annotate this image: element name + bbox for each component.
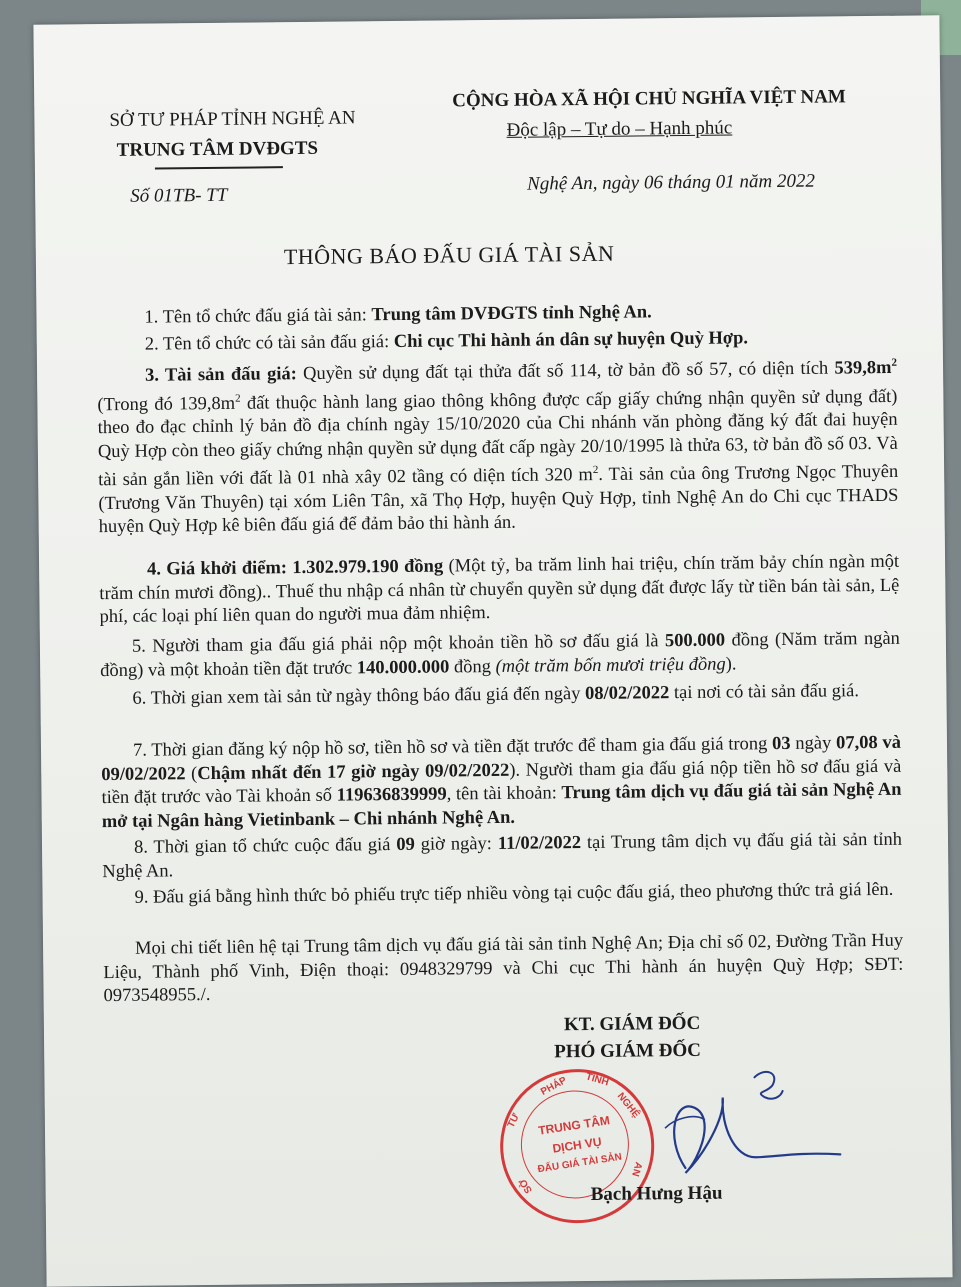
- signer-name: Bạch Hưng Hậu: [590, 1182, 723, 1206]
- item-3-text: Quyền sử dụng đất tại thửa đất số 114, tờ bản đồ số 57, có diện tích: [296, 358, 835, 385]
- item-2: [145, 327, 748, 356]
- item-5-fee: 500.000: [664, 630, 726, 652]
- item-7-account-name: Trung tâm dịch vụ đấu giá tài sản Nghệ An mở tại Ngân hàng Vietinbank – Chi nhánh Nghệ An.: [101, 779, 902, 832]
- item-1: [144, 301, 652, 329]
- item-3: [97, 352, 899, 540]
- stamp-ring-text: PHÁP: [539, 1074, 569, 1098]
- stamp-ring-text: AN: [629, 1160, 644, 1178]
- item-4-label: 4. Giá khởi điểm:: [147, 558, 288, 580]
- item-5-deposit: 140.000.000: [356, 656, 450, 678]
- document-title: THÔNG BÁO ĐẤU GIÁ TÀI SẢN: [283, 240, 615, 270]
- item-2-label: 2. Tên tổ chức có tài sản đấu giá:: [144, 332, 390, 355]
- item-2-value: Chi cục Thi hành án dân sự huyện Quỳ Hợp.: [393, 328, 749, 353]
- stamp-text-3: ĐẤU GIÁ TÀI SẢN: [536, 1151, 623, 1176]
- item-6: [100, 680, 900, 712]
- header-unit: TRUNG TÂM DVĐGTS: [116, 137, 319, 161]
- national-title: CỘNG HÒA XÃ HỘI CHỦ NGHĨA VIỆT NAM: [452, 86, 846, 112]
- item-5-text: 5. Người tham gia đấu giá phải nộp một khoản tiền hồ sơ đấu giá là: [131, 631, 666, 657]
- item-7-dates: 07,08 và 09/02/2022: [101, 732, 902, 785]
- document-page: [33, 15, 952, 1286]
- header-unit-underline: [155, 166, 283, 169]
- item-5-deposit-words: (một trăm bốn mươi triệu đồng: [495, 654, 726, 677]
- item-5-text: đồng (Năm trăm ngàn đồng) và một khoản tiền đặt trước: [100, 628, 900, 681]
- item-7-days: 03: [771, 733, 791, 755]
- item-5: [100, 628, 900, 683]
- handwritten-signature: [604, 1056, 845, 1199]
- national-motto: Độc lập – Tự do – Hạnh phúc: [506, 117, 733, 141]
- item-8: [102, 829, 902, 884]
- superscript: 2: [235, 392, 241, 405]
- item-8-text: tại Trung tâm dịch vụ đấu giá tài sản tỉnh Nghệ An.: [102, 829, 903, 882]
- item-7-account: 119636839999: [336, 784, 447, 806]
- item-3-text: đất thuộc hành lang giao thông không được cấp giấy chứng nhận quyền sử dụng đất) theo đo đạc chỉnh lý bản đồ địa chính ngày 15/10/2020 của Chi nhánh văn phòng đăng ký đất đai huyện Quỳ Hợp còn theo giấy chứng nhận quyền sử dụng đất cấp ngày 20/10/1995 là thửa 63, tờ bản đồ số 03. Và tài sản gắn liền với đất là 01 nhà xây 02 tầng có diện tích 320 m: [97, 386, 898, 491]
- item-6-date: 08/02/2022: [584, 683, 670, 705]
- item-4-text: (Một tỷ, ba trăm linh hai triệu, chín trăm bảy chín ngàn một trăm chín mươi đồng).. Thuế thu nhập cá nhân từ chuyển quyền sử dụng đất được lấy từ tiền bán tài sản, Lệ phí, các loại phí liên quan do người mua đảm nhiệm.: [99, 551, 900, 628]
- item-7-text: (: [185, 763, 198, 784]
- item-8-hour: 09: [396, 834, 415, 856]
- item-5-text: ).: [725, 653, 737, 675]
- item-7-text: ). Người tham gia đấu giá nộp tiền hồ sơ đấu giá và tiền đặt trước vào Tài khoản số: [101, 756, 902, 809]
- header-org: SỞ TƯ PHÁP TỈNH NGHỆ AN: [109, 107, 356, 131]
- stamp-text-2: DỊCH VỤ: [551, 1134, 603, 1156]
- signature-title-1: KT. GIÁM ĐỐC: [563, 1012, 701, 1036]
- stamp-ring-text: TỈNH: [584, 1071, 610, 1089]
- doc-number: Số 01TB- TT: [130, 184, 228, 207]
- item-9-text: 9. Đấu giá bằng hình thức bỏ phiếu trực tiếp nhiều vòng tại cuộc đấu giá, theo phương thức trả giá lên.: [134, 879, 894, 908]
- item-6-text: 6. Thời gian xem tài sản từ ngày thông báo đấu giá đến ngày: [132, 684, 586, 709]
- item-4: [99, 551, 900, 630]
- item-7-deadline: Chậm nhất đến 17 giờ ngày 09/02/2022: [197, 760, 510, 784]
- item-1-value: Trung tâm DVĐGTS tỉnh Nghệ An.: [371, 302, 652, 326]
- item-7: [101, 732, 902, 834]
- contact-text: Mọi chi tiết liên hệ tại Trung tâm dịch vụ đấu giá tài sản tỉnh Nghệ An; Địa chỉ số 02, Đường Trần Huy Liệu, Thành phố Vinh, Điện thoại: 0948329799 và Chi cục Thi hành án huyện Quỳ Hợp; SĐT: 0973548955./.: [103, 930, 904, 1007]
- superscript: 2: [592, 464, 599, 477]
- date-line: Nghệ An, ngày 06 tháng 01 năm 2022: [527, 170, 816, 195]
- item-8-date: 11/02/2022: [497, 833, 582, 854]
- item-3-text: . Tài sản của ông Trương Ngọc Thuyên (Trương Văn Thuyên) tại xóm Liên Tân, xã Thọ Hợp, huyện Quỳ Hợp, tỉnh Nghệ An do Chi cục THADS huyện Quỳ Hợp kê biên đấu giá để đảm bảo thi hành án.: [98, 462, 899, 538]
- stamp-ring-text: NGHỆ: [614, 1090, 642, 1121]
- contact-paragraph: [103, 930, 904, 1009]
- item-9: [102, 879, 902, 911]
- item-4-value: 1.302.979.190 đồng: [286, 556, 444, 579]
- superscript: 2: [891, 356, 898, 369]
- item-3-area: 539,8m: [834, 357, 892, 379]
- item-7-text: , tên tài khoản:: [446, 783, 562, 805]
- item-3-text: (Trong đó 139,8m: [97, 393, 236, 415]
- item-8-text: giờ ngày:: [414, 833, 498, 855]
- item-8-text: 8. Thời gian tổ chức cuộc đấu giá: [133, 835, 397, 858]
- item-1-label: 1. Tên tổ chức đấu giá tài sản:: [144, 305, 367, 328]
- stamp-ring-text: TƯ: [505, 1111, 523, 1130]
- item-7-text: ngày: [790, 733, 837, 754]
- item-6-text: tại nơi có tài sản đấu giá.: [669, 681, 860, 704]
- item-5-text: đồng: [449, 656, 496, 677]
- signature-title-2: PHÓ GIÁM ĐỐC: [554, 1039, 702, 1063]
- stamp-text-1: TRUNG TÂM: [537, 1113, 611, 1138]
- stamp-ring-text: SỞ: [517, 1176, 535, 1196]
- item-3-label: 3. Tài sản đấu giá:: [144, 364, 297, 386]
- item-7-text: 7. Thời gian đăng ký nộp hồ sơ, tiền hồ sơ và tiền đặt trước để tham gia đấu giá trong: [132, 734, 773, 761]
